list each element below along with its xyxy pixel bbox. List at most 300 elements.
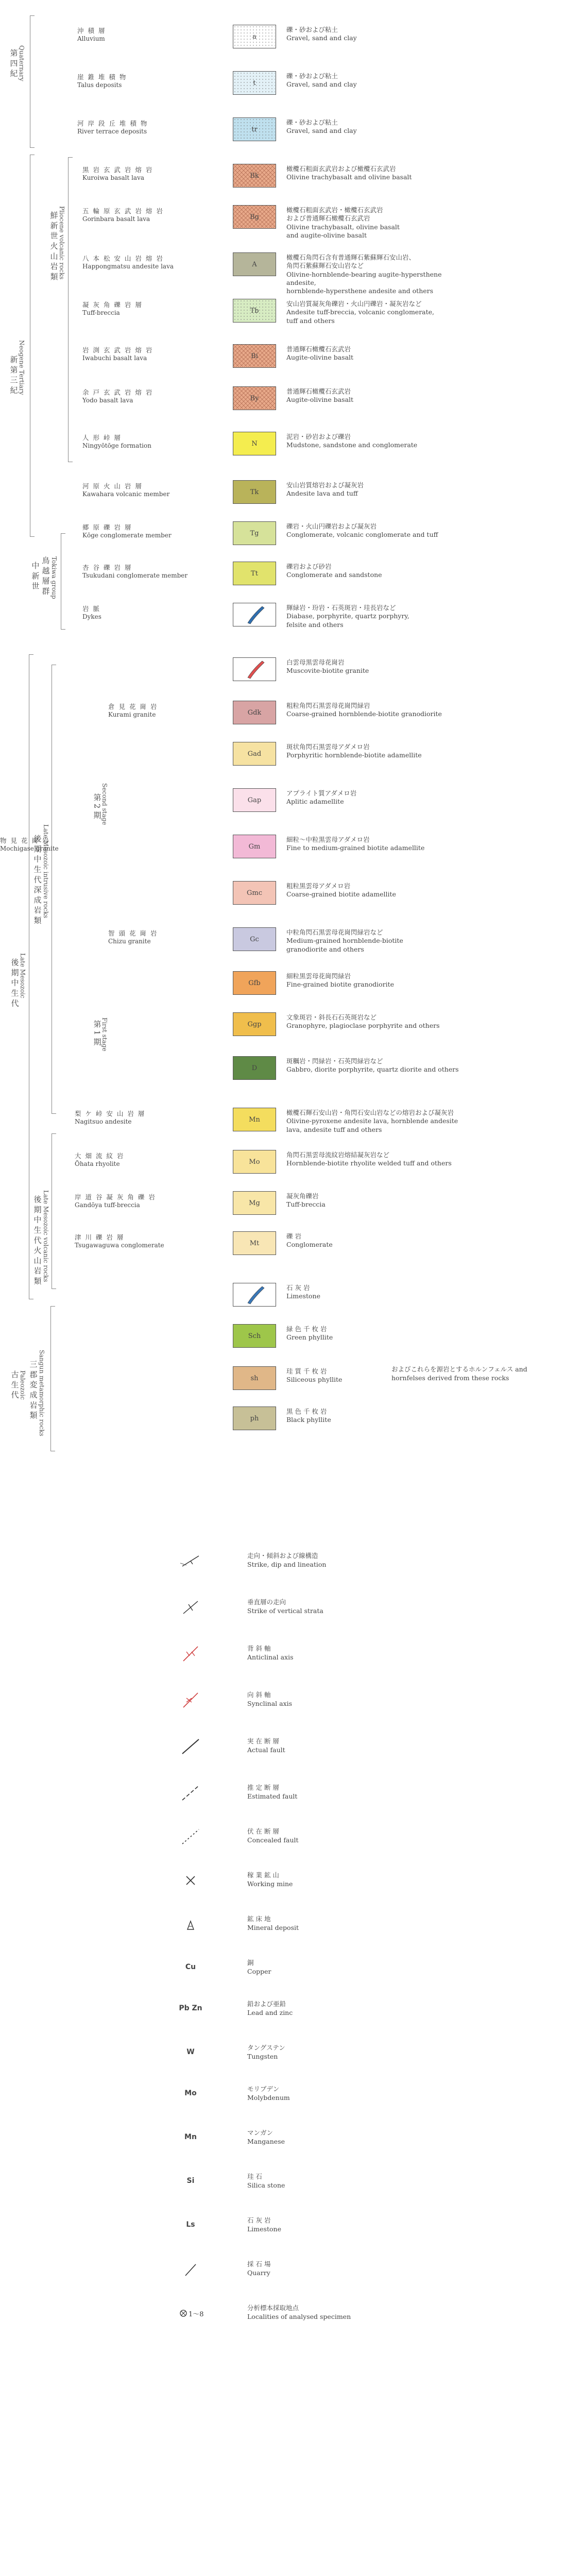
unit-description-line: Aplitic adamellite (286, 798, 344, 806)
unit-description (286, 26, 462, 43)
unit-description (286, 702, 462, 719)
symbol-name-en: Synclinal axis (247, 1699, 293, 1707)
unit-description-line: 礫 岩 (286, 1232, 301, 1240)
unit-code: Gfb (248, 979, 261, 987)
unit-name-en: Kōge conglomerate member (82, 531, 172, 539)
unit-swatch (233, 386, 276, 410)
era-late-mesozoic: 後 期 中 生 代 (10, 958, 20, 1007)
unit-swatch (233, 788, 276, 812)
symbol-description (247, 2260, 270, 2278)
unit-name (82, 482, 221, 498)
unit-description-line: 橄欖石粗面玄武岩・橄欖石玄武岩 (286, 206, 383, 214)
unit-code: Mt (249, 1239, 260, 1247)
group-tokiwa-en: Tokiwa group (50, 556, 58, 599)
unit-name-ja: 崖 錐 堆 積 物 (77, 73, 127, 81)
unit-name (82, 207, 221, 223)
symbol-name-en: Concealed fault (247, 1836, 299, 1844)
unit-swatch (233, 1012, 276, 1036)
unit-swatch (233, 603, 276, 626)
unit-code: Ggp (247, 1020, 262, 1028)
unit-description-line: Andesite tuff-breccia, volcanic conglomerate, (286, 308, 435, 316)
unit-description-line: 礫・砂および粘土 (286, 118, 338, 126)
symbol-name-en: Tungsten (247, 2052, 278, 2060)
unit-swatch (233, 1191, 276, 1215)
unit-name-en: Chizu granite (108, 937, 151, 945)
symbol-name-en: Lead and zinc (247, 2008, 293, 2016)
unit-description-line: Conglomerate (286, 1241, 333, 1249)
unit-name-ja: 凝 灰 角 礫 岩 層 (82, 301, 143, 309)
unit-code: Tk (250, 488, 259, 496)
unit-description (286, 1325, 462, 1342)
symbol-name-en: Actual fault (247, 1745, 285, 1754)
unit-description-line: 斑状角閃石黒雲母アダメロ岩 (286, 743, 370, 751)
unit-description (286, 1013, 462, 1030)
specimen-icon (175, 2303, 206, 2324)
symbol-name-ja: 向 斜 軸 (247, 1691, 271, 1699)
unit-description-line: 橄欖石粗面玄武岩および橄欖石玄武岩 (286, 165, 396, 173)
bracket-volcanic (52, 1133, 56, 1289)
unit-name-ja: 倉 見 花 崗 岩 (108, 703, 158, 710)
unit-description-line: 文象斑岩・斜長石石英斑岩など (286, 1013, 377, 1021)
symbol-name-ja: 銅 (247, 1959, 254, 1967)
unit-code: Gc (250, 935, 259, 943)
unit-name-en: Happongmatsu andesite lava (82, 262, 174, 270)
unit-code: sh (250, 1374, 259, 1382)
unit-description-line: 中粒角閃石黒雲母花崗閃緑岩など (286, 928, 383, 936)
unit-description (286, 72, 462, 89)
symbol-name-en: Silica stone (247, 2181, 285, 2189)
unit-name (108, 703, 247, 719)
unit-description (286, 300, 462, 325)
unit-name-ja: 杏 谷 礫 岩 層 (82, 564, 132, 571)
unit-description-line: Augite-olivine basalt (286, 396, 354, 404)
unit-name-ja: 河 岸 段 丘 堆 積 物 (77, 120, 148, 127)
unit-name-ja: 河 原 火 山 岩 層 (82, 482, 143, 490)
unit-code: Bi (251, 352, 258, 360)
unit-description-line: hornblende-hypersthene andesite and others (286, 287, 434, 295)
unit-description-line: Medium-grained hornblende-biotite (286, 937, 403, 945)
unit-swatch (233, 1324, 276, 1348)
unit-name-en: Tsugawaguwa conglomerate (75, 1241, 164, 1249)
vertical-strata-icon (175, 1597, 206, 1618)
symbol-description (247, 1598, 323, 1616)
symbol-name-ja: 石 灰 岩 (247, 2216, 271, 2224)
unit-description-line: granodiorite and others (286, 945, 364, 953)
unit-description-line: Porphyritic hornblende-biotite adamellite (286, 751, 422, 759)
unit-description (286, 1408, 462, 1425)
unit-description-line: 泥岩・砂岩および礫岩 (286, 433, 351, 440)
unit-description-line: 橄欖石輝石安山岩・角閃石安山岩などの熔岩および凝灰岩 (286, 1109, 454, 1116)
unit-description-line: Diabase, porphyrite, quartz porphyry, (286, 612, 409, 620)
unit-description (286, 481, 462, 498)
symbol-description (247, 2129, 285, 2146)
unit-description (286, 972, 462, 989)
unit-description-line: Siliceous phyllite (286, 1376, 343, 1384)
unit-code: D (251, 1064, 258, 1072)
unit-description (286, 1151, 462, 1168)
symbol-description (247, 2216, 281, 2234)
unit-name-en: Talus deposits (77, 81, 122, 89)
unit-description-line: 珪 質 千 枚 岩 (286, 1367, 327, 1375)
unit-description-line: Mudstone, sandstone and conglomerate (286, 441, 418, 449)
symbol-name-en: Localities of analysed specimen (247, 2312, 351, 2320)
symbol-name-en: Estimated fault (247, 1792, 298, 1800)
unit-name-ja: 大 畑 流 紋 岩 (75, 1152, 125, 1160)
unit-name-en: Kurami granite (108, 710, 156, 718)
bracket-miocene (61, 533, 65, 630)
unit-description-line: Olivine trachybasalt and olivine basalt (286, 173, 412, 181)
unit-name-ja: 郷 原 礫 岩 層 (82, 523, 132, 531)
quarry-icon (175, 2259, 206, 2280)
unit-description-line: Gravel, sand and clay (286, 127, 357, 135)
unit-description (286, 658, 462, 675)
unit-swatch (233, 344, 276, 368)
unit-name-en: Iwabuchi basalt lava (82, 354, 147, 362)
unit-description-line: 輝緑岩・玢岩・石英斑岩・珪長岩など (286, 604, 396, 612)
symbol-name-ja: 伏 在 断 層 (247, 1827, 279, 1835)
symbol-description (247, 2044, 285, 2061)
unit-description (286, 789, 462, 806)
group-first-stage: 第 1 期 (92, 1020, 102, 1046)
unit-description (286, 522, 462, 539)
unit-description (286, 604, 462, 629)
mineral-code-label: Cu (185, 1963, 196, 1971)
symbol-name-en: Working mine (247, 1879, 293, 1888)
unit-description (286, 387, 462, 404)
specimen-number-label: 1～8 (189, 2311, 204, 2318)
symbol-description (247, 2304, 351, 2321)
syncline-icon (175, 1690, 206, 1710)
unit-description-line: 安山岩質熔岩および凝灰岩 (286, 481, 364, 489)
group-first-stage-en: First stage (101, 1018, 109, 1052)
unit-description-line: Coarse-grained biotite adamellite (286, 890, 396, 899)
group-sangun: 三 郡 変 成 岩 類 (28, 1360, 38, 1419)
symbol-name-en: Anticlinal axis (247, 1653, 294, 1661)
unit-description-line: 粗粒角閃石黒雲母花崗閃緑岩 (286, 702, 370, 709)
bracket-quaternary (30, 15, 35, 148)
unit-name-ja: 五 輪 原 玄 武 岩 熔 岩 (82, 207, 164, 215)
unit-swatch (233, 1056, 276, 1080)
unit-code: Mg (249, 1199, 260, 1207)
symbol-name-ja: 鉱 床 地 (247, 1915, 271, 1923)
unit-name (77, 27, 216, 43)
unit-description-line: and augite-olivine basalt (286, 231, 367, 239)
era-neogene-en: Neogene Tertiary (18, 340, 26, 395)
era-paleozoic-en: Paleozoic (19, 1370, 27, 1400)
unit-description-line: Conglomerate and sandstone (286, 571, 382, 579)
unit-name-en: Gorinbara basalt lava (82, 215, 150, 223)
unit-name (108, 929, 247, 945)
unit-swatch (233, 480, 276, 504)
unit-description-line: Limestone (286, 1292, 320, 1300)
symbol-name-ja: タングステン (247, 2044, 285, 2052)
symbol-name-ja: 走向・傾斜および線構造 (247, 1552, 318, 1560)
group-intrusive-en: Late Mesozoic intrusive rocks (42, 824, 50, 919)
unit-description-line: Fine to medium-grained biotite adamellite (286, 844, 425, 852)
symbol-description (247, 1827, 299, 1845)
unit-description (286, 1109, 462, 1134)
unit-name (0, 837, 139, 853)
group-tokiwa: 鳥 越 層 群 (41, 556, 50, 595)
unit-swatch (233, 1150, 276, 1174)
bracket-intrusive (52, 665, 56, 1114)
unit-name-en: Tsukudani conglomerate member (82, 571, 188, 579)
symbol-name-en: Copper (247, 1967, 271, 1975)
unit-description-line: 緑 色 千 枚 岩 (286, 1325, 327, 1333)
unit-description (286, 253, 462, 295)
unit-description (286, 928, 462, 954)
unit-description-line: 普通輝石橄欖石玄武岩 (286, 387, 351, 395)
symbol-name-ja: 分析標本採取地点 (247, 2304, 299, 2312)
unit-description-line: 粗粒黒雲母アダメロ岩 (286, 882, 351, 890)
unit-description (286, 836, 462, 853)
unit-name (77, 73, 216, 89)
unit-swatch (233, 927, 276, 951)
unit-swatch (233, 1108, 276, 1131)
unit-code: A (252, 260, 257, 268)
unit-description (286, 743, 462, 760)
unit-code: Bg (250, 213, 259, 221)
group-sangun-en: Sangun metamorphic rocks (38, 1350, 46, 1436)
unit-name-en: Ōhata rhyolite (75, 1160, 120, 1167)
unit-description-line: Andesite lava and tuff (286, 489, 358, 498)
symbol-description (247, 1645, 293, 1662)
unit-name-en: Tuff-breccia (82, 309, 120, 316)
unit-description-line: Muscovite-biotite granite (286, 667, 369, 675)
unit-swatch (233, 742, 276, 766)
unit-swatch (233, 1366, 276, 1390)
unit-name-en: Nagitsuo andesite (75, 1117, 132, 1125)
unit-description (286, 1057, 462, 1074)
unit-code: Gad (247, 750, 262, 758)
unit-name-en: Gandōya tuff-breccia (75, 1201, 140, 1209)
symbol-name-en: Manganese (247, 2137, 285, 2145)
unit-swatch (233, 881, 276, 905)
unit-name-ja: 物 見 花 崗 岩 (0, 837, 50, 844)
mineral-code-label: W (186, 2048, 195, 2056)
symbol-name-en: Mineral deposit (247, 1923, 299, 1931)
unit-description-line: Gravel, sand and clay (286, 80, 357, 89)
unit-name-ja: 岸 道 谷 凝 灰 角 礫 岩 (75, 1193, 156, 1201)
unit-description-line: Conglomerate, volcanic conglomerate and tuff (286, 531, 438, 539)
symbol-description (247, 1784, 297, 1801)
unit-name-ja: 岩 脈 (82, 605, 100, 613)
unit-description-line: Green phyllite (286, 1333, 333, 1342)
unit-swatch (233, 1283, 276, 1307)
unit-description (286, 1192, 462, 1209)
unit-name (75, 1110, 214, 1126)
symbol-name-ja: 推 定 断 層 (247, 1784, 279, 1791)
unit-name-en: River terrace deposits (77, 127, 147, 135)
unit-description (286, 345, 462, 362)
unit-name-ja: 梨 ケ 峠 安 山 岩 層 (75, 1110, 146, 1117)
unit-code: ph (250, 1414, 259, 1422)
unit-name (75, 1152, 214, 1168)
unit-description-line: Augite-olivine basalt (286, 353, 354, 362)
symbol-name-en: Strike, dip and lineation (247, 1560, 327, 1568)
unit-description-line: 角閃石黒雲母流紋岩熔結凝灰岩など (286, 1151, 390, 1159)
unit-name-en: Yodo basalt lava (82, 396, 133, 404)
unit-description-line: 黒 色 千 枚 岩 (286, 1408, 327, 1415)
symbol-name-ja: 採 石 場 (247, 2260, 271, 2268)
unit-description-line: tuff and others (286, 316, 335, 325)
unit-description-line: Olivine trachybasalt, olivine basalt (286, 223, 400, 231)
unit-description-line: Hornblende-biotite rhyolite welded tuff and others (286, 1159, 452, 1167)
unit-name (82, 388, 221, 404)
unit-description-line: 石 灰 岩 (286, 1284, 310, 1292)
symbol-description (247, 2085, 290, 2103)
unit-description-line: 細粒黒雲母花崗閃緑岩 (286, 972, 351, 980)
unit-description (286, 563, 462, 580)
unit-swatch (233, 117, 276, 141)
unit-swatch (233, 701, 276, 724)
unit-description-line: 普通輝石橄欖石玄武岩 (286, 345, 351, 353)
symbol-name-ja: モリブデン (247, 2085, 280, 2093)
symbol-description (247, 1737, 285, 1755)
group-second-stage: 第 2 期 (92, 793, 102, 819)
group-volcanic: 後 期 中 生 代 火 山 岩 類 (32, 1195, 42, 1285)
unit-name-en: Ningyōtōge formation (82, 442, 151, 449)
unit-description-line: Granophyre, plagioclase porphyrite and others (286, 1022, 440, 1030)
symbol-description (247, 1552, 326, 1569)
unit-description-line: Black phyllite (286, 1416, 331, 1424)
unit-description-line: アプライト質アダメロ岩 (286, 789, 357, 797)
unit-swatch (233, 252, 276, 276)
concealed-fault-icon (175, 1826, 206, 1847)
era-quaternary-en: Quaternary (18, 45, 26, 81)
unit-name-ja: 黒 岩 玄 武 岩 熔 岩 (82, 166, 153, 174)
unit-description-line: 細粒～中粒黒雲母アダメロ岩 (286, 836, 370, 843)
unit-description (286, 1284, 462, 1301)
unit-description-line: 角閃石紫蘇輝石安山岩など (286, 262, 364, 270)
unit-description (286, 206, 462, 240)
unit-description-line: Fine-grained biotite granodiorite (286, 980, 395, 989)
unit-description-line: lava, andesite tuff and others (286, 1125, 382, 1133)
unit-description-line: Olivine-hornblende-bearing augite-hypersthene andesite, (286, 270, 442, 286)
symbol-description (247, 1959, 271, 1976)
unit-description (286, 433, 462, 450)
unit-name (82, 301, 221, 317)
unit-code: Mo (249, 1158, 260, 1166)
mineral-code-label: Mn (184, 2133, 197, 2141)
unit-code: t (253, 79, 256, 87)
unit-name (82, 434, 221, 450)
symbol-name-ja: 背 斜 軸 (247, 1645, 271, 1652)
unit-name-en: Mochigase granite (0, 844, 59, 852)
unit-name (75, 1233, 214, 1249)
unit-swatch (233, 299, 276, 323)
unit-code: tr (251, 125, 258, 133)
unit-code: Bk (250, 172, 259, 180)
estimated-fault-icon (175, 1783, 206, 1803)
unit-description (286, 165, 462, 182)
unit-code: a (252, 32, 257, 41)
group-volcanic-en: Late Mesozoic volcanic rocks (42, 1190, 50, 1282)
unit-name-en: Dykes (82, 613, 101, 620)
unit-name (82, 523, 221, 539)
unit-swatch (233, 164, 276, 188)
unit-name-ja: 智 頭 花 崗 岩 (108, 929, 158, 937)
strike-dip-icon (175, 1551, 206, 1571)
unit-code: Gm (248, 842, 261, 851)
unit-name (77, 120, 216, 135)
unit-description (286, 118, 462, 135)
unit-name (82, 564, 221, 580)
unit-code: By (250, 394, 259, 402)
unit-swatch (233, 71, 276, 95)
unit-description-line: Coarse-grained hornblende-biotite granodiorite (286, 710, 442, 718)
symbol-name-ja: 稼 業 鉱 山 (247, 1871, 279, 1879)
mineral-code-label: Pb Zn (179, 2004, 202, 2012)
bracket-paleozoic (50, 1306, 55, 1451)
anticline-icon (175, 1643, 206, 1664)
unit-description-line: 斑糲岩・閃緑岩・石英閃緑岩など (286, 1057, 383, 1065)
unit-description-line: Olivine-pyroxene andesite lava, hornblende andesite (286, 1117, 458, 1125)
unit-description-line: 礫・砂および粘土 (286, 26, 338, 33)
unit-name-en: Kuroiwa basalt lava (82, 174, 145, 181)
mineral-deposit-icon (175, 1914, 206, 1935)
era-neogene: 新 第 三 紀 (9, 355, 19, 394)
mineral-code-label: Si (186, 2177, 195, 2185)
symbol-name-ja: 垂直層の走向 (247, 1598, 286, 1606)
unit-swatch (233, 1231, 276, 1255)
unit-description-line: Gravel, sand and clay (286, 34, 357, 42)
symbol-name-en: Limestone (247, 2225, 281, 2233)
unit-name-ja: 人 形 峠 層 (82, 434, 122, 442)
unit-swatch (233, 971, 276, 995)
unit-swatch (233, 205, 276, 229)
unit-name-ja: 余 戸 玄 武 岩 熔 岩 (82, 388, 153, 396)
unit-code: Gdk (247, 708, 262, 717)
unit-code: Sch (248, 1332, 261, 1340)
symbol-description (247, 1691, 292, 1708)
symbol-name-ja: 鉛および亜鉛 (247, 2000, 286, 2008)
group-second-stage-en: Second stage (101, 783, 109, 825)
unit-name-ja: 沖 積 層 (77, 27, 106, 35)
unit-code: Gap (247, 796, 262, 804)
era-quaternary: 第 四 紀 (9, 49, 19, 77)
unit-name (82, 166, 221, 182)
mineral-code-label: Ls (186, 2221, 195, 2229)
unit-code: Tb (250, 307, 259, 315)
unit-name-en: Kawahara volcanic member (82, 490, 170, 498)
unit-description-line: 礫岩・火山円礫岩および凝灰岩 (286, 522, 377, 530)
symbol-name-en: Quarry (247, 2268, 270, 2277)
unit-name (82, 346, 221, 362)
unit-description-line: 安山岩質凝灰角礫岩・火山円礫岩・凝灰岩など (286, 300, 422, 308)
unit-description-line: 橄欖石角閃石含有普通輝石紫蘇輝石安山岩、 (286, 253, 416, 261)
symbol-name-ja: 実 在 断 層 (247, 1737, 279, 1745)
symbol-description (247, 2000, 293, 2018)
unit-name (75, 1193, 214, 1209)
unit-name (82, 255, 221, 270)
bracket-neogene (30, 155, 35, 537)
unit-code: Tt (251, 569, 258, 578)
symbol-name-en: Strike of vertical strata (247, 1606, 323, 1615)
unit-description-line: 礫・砂および粘土 (286, 72, 338, 80)
symbol-name-ja: 珪 石 (247, 2173, 262, 2180)
unit-name-ja: 津 川 礫 岩 層 (75, 1233, 125, 1241)
unit-description-line: および普通輝石橄欖石玄武岩 (286, 214, 370, 223)
mineral-code-label: Mo (184, 2089, 197, 2097)
unit-swatch (233, 657, 276, 681)
symbol-name-ja: マンガン (247, 2129, 274, 2137)
unit-name-ja: 岩 渕 玄 武 岩 熔 岩 (82, 346, 153, 354)
unit-name-ja: 八 本 松 安 山 岩 熔 岩 (82, 255, 164, 262)
bracket-pliocene (68, 157, 73, 462)
sangun-note: およびこれらを源岩とするホルンフェルス and hornfelses derived from these rocks (391, 1365, 527, 1382)
unit-swatch (233, 562, 276, 585)
